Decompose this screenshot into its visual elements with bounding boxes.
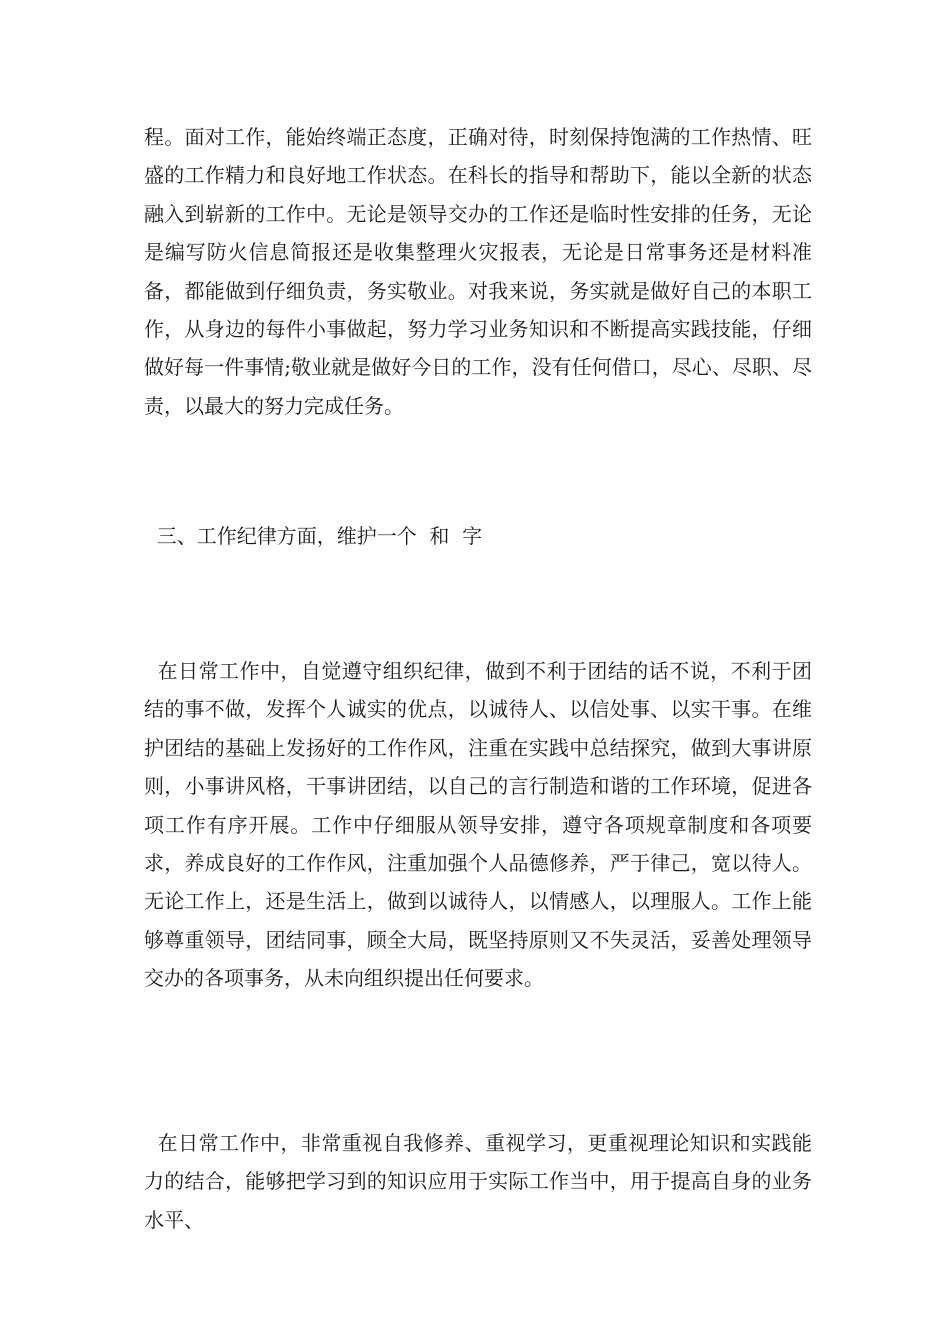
- paragraph-self-study: 在日常工作中，非常重视自我修养、重视学习，更重视理论知识和实践能力的结合，能够把学习到的知识应用于实际工作当中，用于提高自身的业务水平、: [144, 1131, 813, 1232]
- paragraph-work-discipline: 在日常工作中，自觉遵守组织纪律，做到不利于团结的话不说，不利于团结的事不做，发挥个人诚实的优点，以诚待人、以信处事、以实干事。在维护团结的基础上发扬好的工作作风，注重在实践中总结探究，做到大事讲原则，小事讲风格，干事讲团结，以自己的言行制造和谐的工作环境，促进各项工作有序开展。工作中仔细服从领导安排，遵守各项规章制度和各项要求，养成良好的工作作风，注重加强个人品德修养，严于律己，宽以待人。无论工作上，还是生活上，做到以诚待人，以情感人，以理服人。工作上能够尊重领导，团结同事，顾全大局，既坚持原则又不失灵活，妥善处理领导交办的各项事务，从未向组织提出任何要求。: [144, 659, 813, 991]
- section-heading-work-discipline: 三、工作纪律方面，维护一个 和 字: [144, 524, 483, 548]
- paragraph-work-attitude: 程。面对工作，能始终端正态度，正确对待，时刻保持饱满的工作热情、旺盛的工作精力和良好地工作状态。在科长的指导和帮助下，能以全新的状态融入到崭新的工作中。无论是领导交办的工作还是临时性安排的任务，无论是编写防火信息简报还是收集整理火灾报表，无论是日常事务还是材料准备，都能做到仔细负责，务实敬业。对我来说，务实就是做好自己的本职工作，从身边的每件小事做起，努力学习业务知识和不断提高实践技能，仔细做好每一件事情;敬业就是做好今日的工作，没有任何借口，尽心、尽职、尽责，以最大的努力完成任务。: [144, 125, 812, 418]
